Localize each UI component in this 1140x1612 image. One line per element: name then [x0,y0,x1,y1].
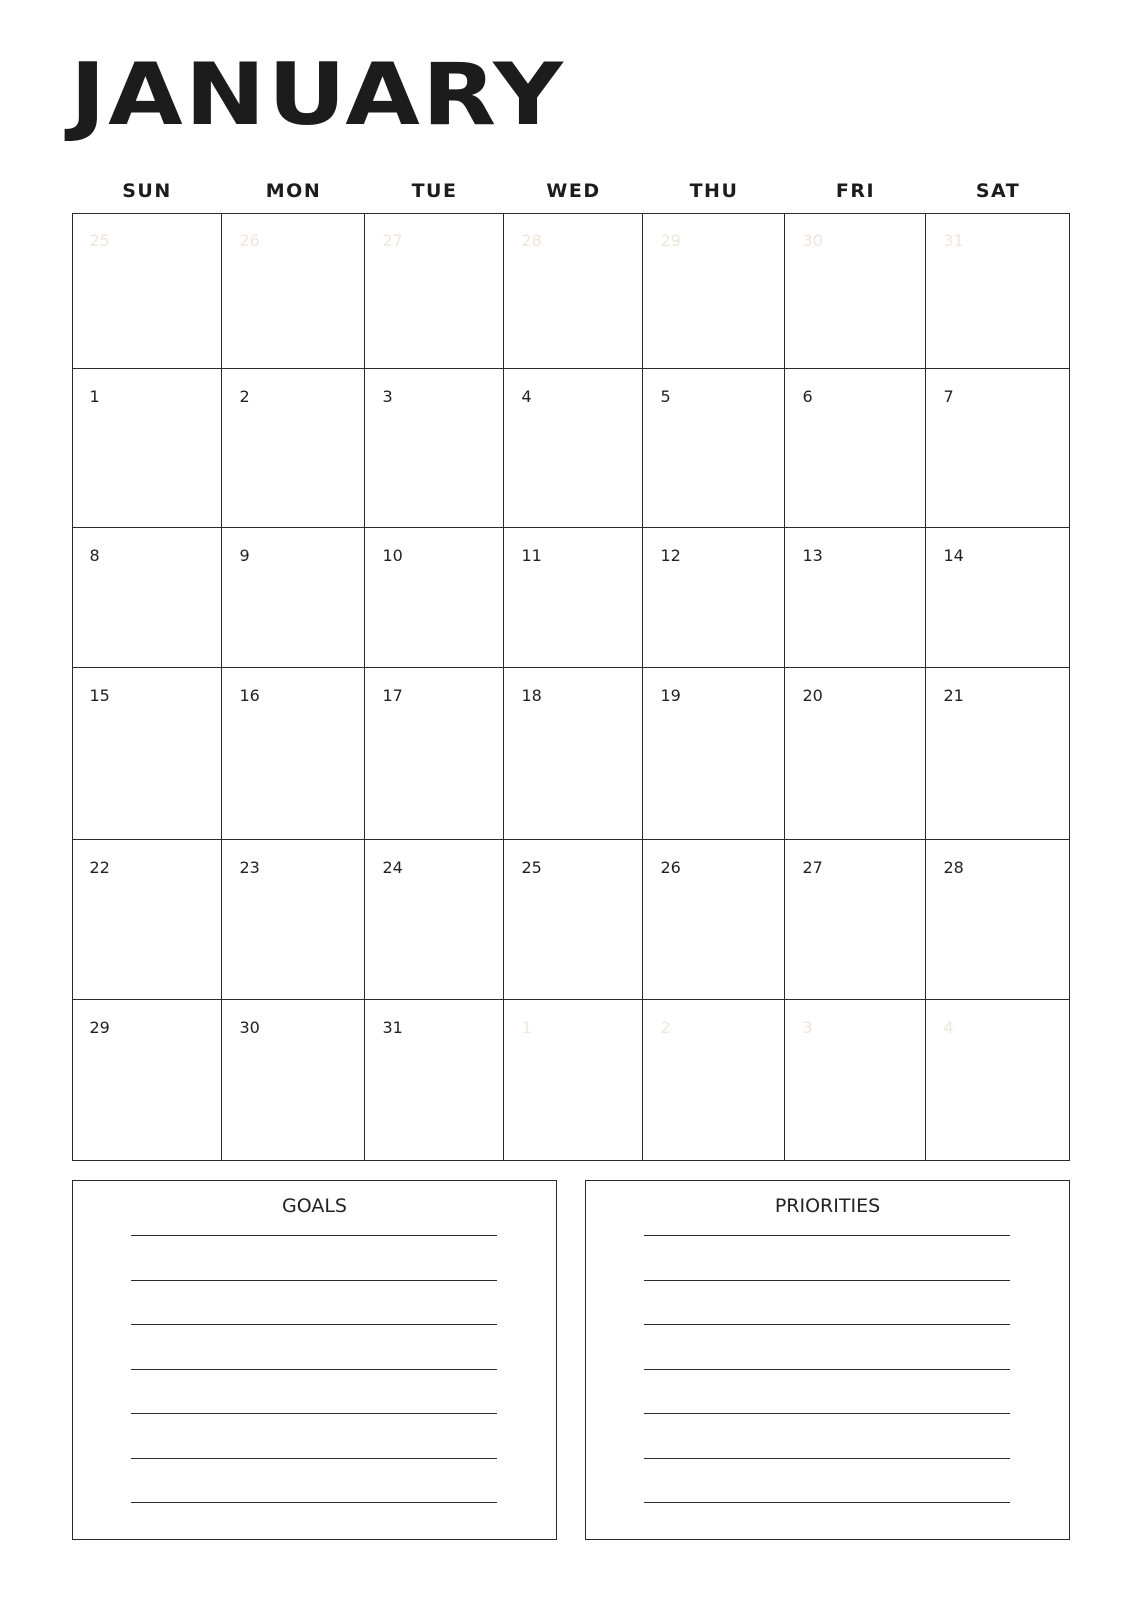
weekday-mon: MON [265,180,322,202]
day-number: 27 [802,857,823,877]
goals-writing-line[interactable] [131,1413,497,1414]
day-number: 5 [660,386,671,406]
calendar-day-outside-month[interactable] [926,213,1070,369]
calendar-day-outside-month[interactable] [785,213,926,369]
calendar-day-outside-month[interactable] [785,1000,926,1161]
day-number: 15 [89,685,110,705]
priorities-writing-line[interactable] [644,1458,1010,1459]
calendar-day-outside-month[interactable] [926,1000,1070,1161]
priorities-writing-line[interactable] [644,1369,1010,1370]
day-number: 20 [802,685,823,705]
calendar-day[interactable] [643,528,785,668]
day-number: 31 [382,1017,403,1037]
goals-writing-line[interactable] [131,1235,497,1236]
day-number: 16 [239,685,260,705]
calendar-day[interactable] [222,369,365,528]
goals-box [72,1180,557,1540]
day-number: 23 [239,857,260,877]
day-number: 6 [802,386,813,406]
day-number: 28 [943,857,964,877]
day-number: 26 [660,857,681,877]
priorities-title: PRIORITIES [774,1195,881,1217]
day-number: 4 [521,386,532,406]
day-number: 7 [943,386,954,406]
calendar-day[interactable] [72,840,222,1000]
calendar-day[interactable] [926,840,1070,1000]
day-number: 18 [521,685,542,705]
weekday-wed: WED [546,180,601,202]
priorities-writing-line[interactable] [644,1502,1010,1503]
calendar-day[interactable] [365,840,504,1000]
day-number: 21 [943,685,964,705]
day-number: 24 [382,857,403,877]
calendar-day[interactable] [72,528,222,668]
day-number: 27 [382,230,403,250]
calendar-day-outside-month[interactable] [365,213,504,369]
day-number: 26 [239,230,260,250]
day-number: 19 [660,685,681,705]
day-number: 3 [382,386,393,406]
weekday-fri: FRI [835,180,876,202]
calendar-day[interactable] [222,1000,365,1161]
day-number: 17 [382,685,403,705]
day-number: 8 [89,545,100,565]
calendar-day[interactable] [926,668,1070,840]
priorities-writing-line[interactable] [644,1280,1010,1281]
calendar-day[interactable] [365,528,504,668]
day-number: 25 [89,230,110,250]
day-number: 2 [239,386,250,406]
calendar-grid [72,213,1070,1161]
priorities-writing-line[interactable] [644,1324,1010,1325]
day-number: 1 [89,386,100,406]
calendar-day-outside-month[interactable] [72,213,222,369]
weekday-sun: SUN [122,180,172,202]
day-number: 3 [802,1017,813,1037]
calendar-day[interactable] [785,528,926,668]
calendar-day[interactable] [643,369,785,528]
calendar-day[interactable] [72,668,222,840]
day-number: 10 [382,545,403,565]
calendar-day[interactable] [504,840,643,1000]
calendar-day[interactable] [72,369,222,528]
calendar-day[interactable] [785,668,926,840]
priorities-writing-line[interactable] [644,1413,1010,1414]
calendar-day[interactable] [222,528,365,668]
calendar-day[interactable] [926,369,1070,528]
day-number: 30 [239,1017,260,1037]
day-number: 4 [943,1017,954,1037]
day-number: 2 [660,1017,671,1037]
goals-title: GOALS [282,1195,347,1217]
calendar-day[interactable] [365,1000,504,1161]
calendar-day[interactable] [785,840,926,1000]
goals-writing-line[interactable] [131,1502,497,1503]
goals-writing-line[interactable] [131,1324,497,1325]
month-title: JANUARY [70,45,566,145]
weekday-thu: THU [689,180,739,202]
day-number: 13 [802,545,823,565]
calendar-day[interactable] [504,668,643,840]
weekday-header-row [0,180,1140,208]
goals-writing-line[interactable] [131,1369,497,1370]
day-number: 11 [521,545,542,565]
calendar-day[interactable] [222,840,365,1000]
weekday-tue: TUE [411,180,458,202]
calendar-day[interactable] [504,528,643,668]
calendar-day-outside-month[interactable] [504,213,643,369]
calendar-day-outside-month[interactable] [643,1000,785,1161]
day-number: 1 [521,1017,532,1037]
day-number: 9 [239,545,250,565]
calendar-day[interactable] [785,369,926,528]
day-number: 29 [660,230,681,250]
day-number: 25 [521,857,542,877]
calendar-day-outside-month[interactable] [504,1000,643,1161]
calendar-day[interactable] [222,668,365,840]
day-number: 22 [89,857,110,877]
calendar-day[interactable] [365,369,504,528]
calendar-day-outside-month[interactable] [222,213,365,369]
calendar-day[interactable] [643,840,785,1000]
calendar-day[interactable] [643,668,785,840]
calendar-day[interactable] [926,528,1070,668]
goals-writing-line[interactable] [131,1280,497,1281]
calendar-day[interactable] [365,668,504,840]
calendar-day[interactable] [504,369,643,528]
calendar-day-outside-month[interactable] [643,213,785,369]
day-number: 30 [802,230,823,250]
day-number: 14 [943,545,964,565]
priorities-box [585,1180,1070,1540]
priorities-writing-line[interactable] [644,1235,1010,1236]
day-number: 28 [521,230,542,250]
weekday-sat: SAT [975,180,1021,202]
day-number: 29 [89,1017,110,1037]
calendar-day[interactable] [72,1000,222,1161]
day-number: 31 [943,230,964,250]
goals-writing-line[interactable] [131,1458,497,1459]
day-number: 12 [660,545,681,565]
